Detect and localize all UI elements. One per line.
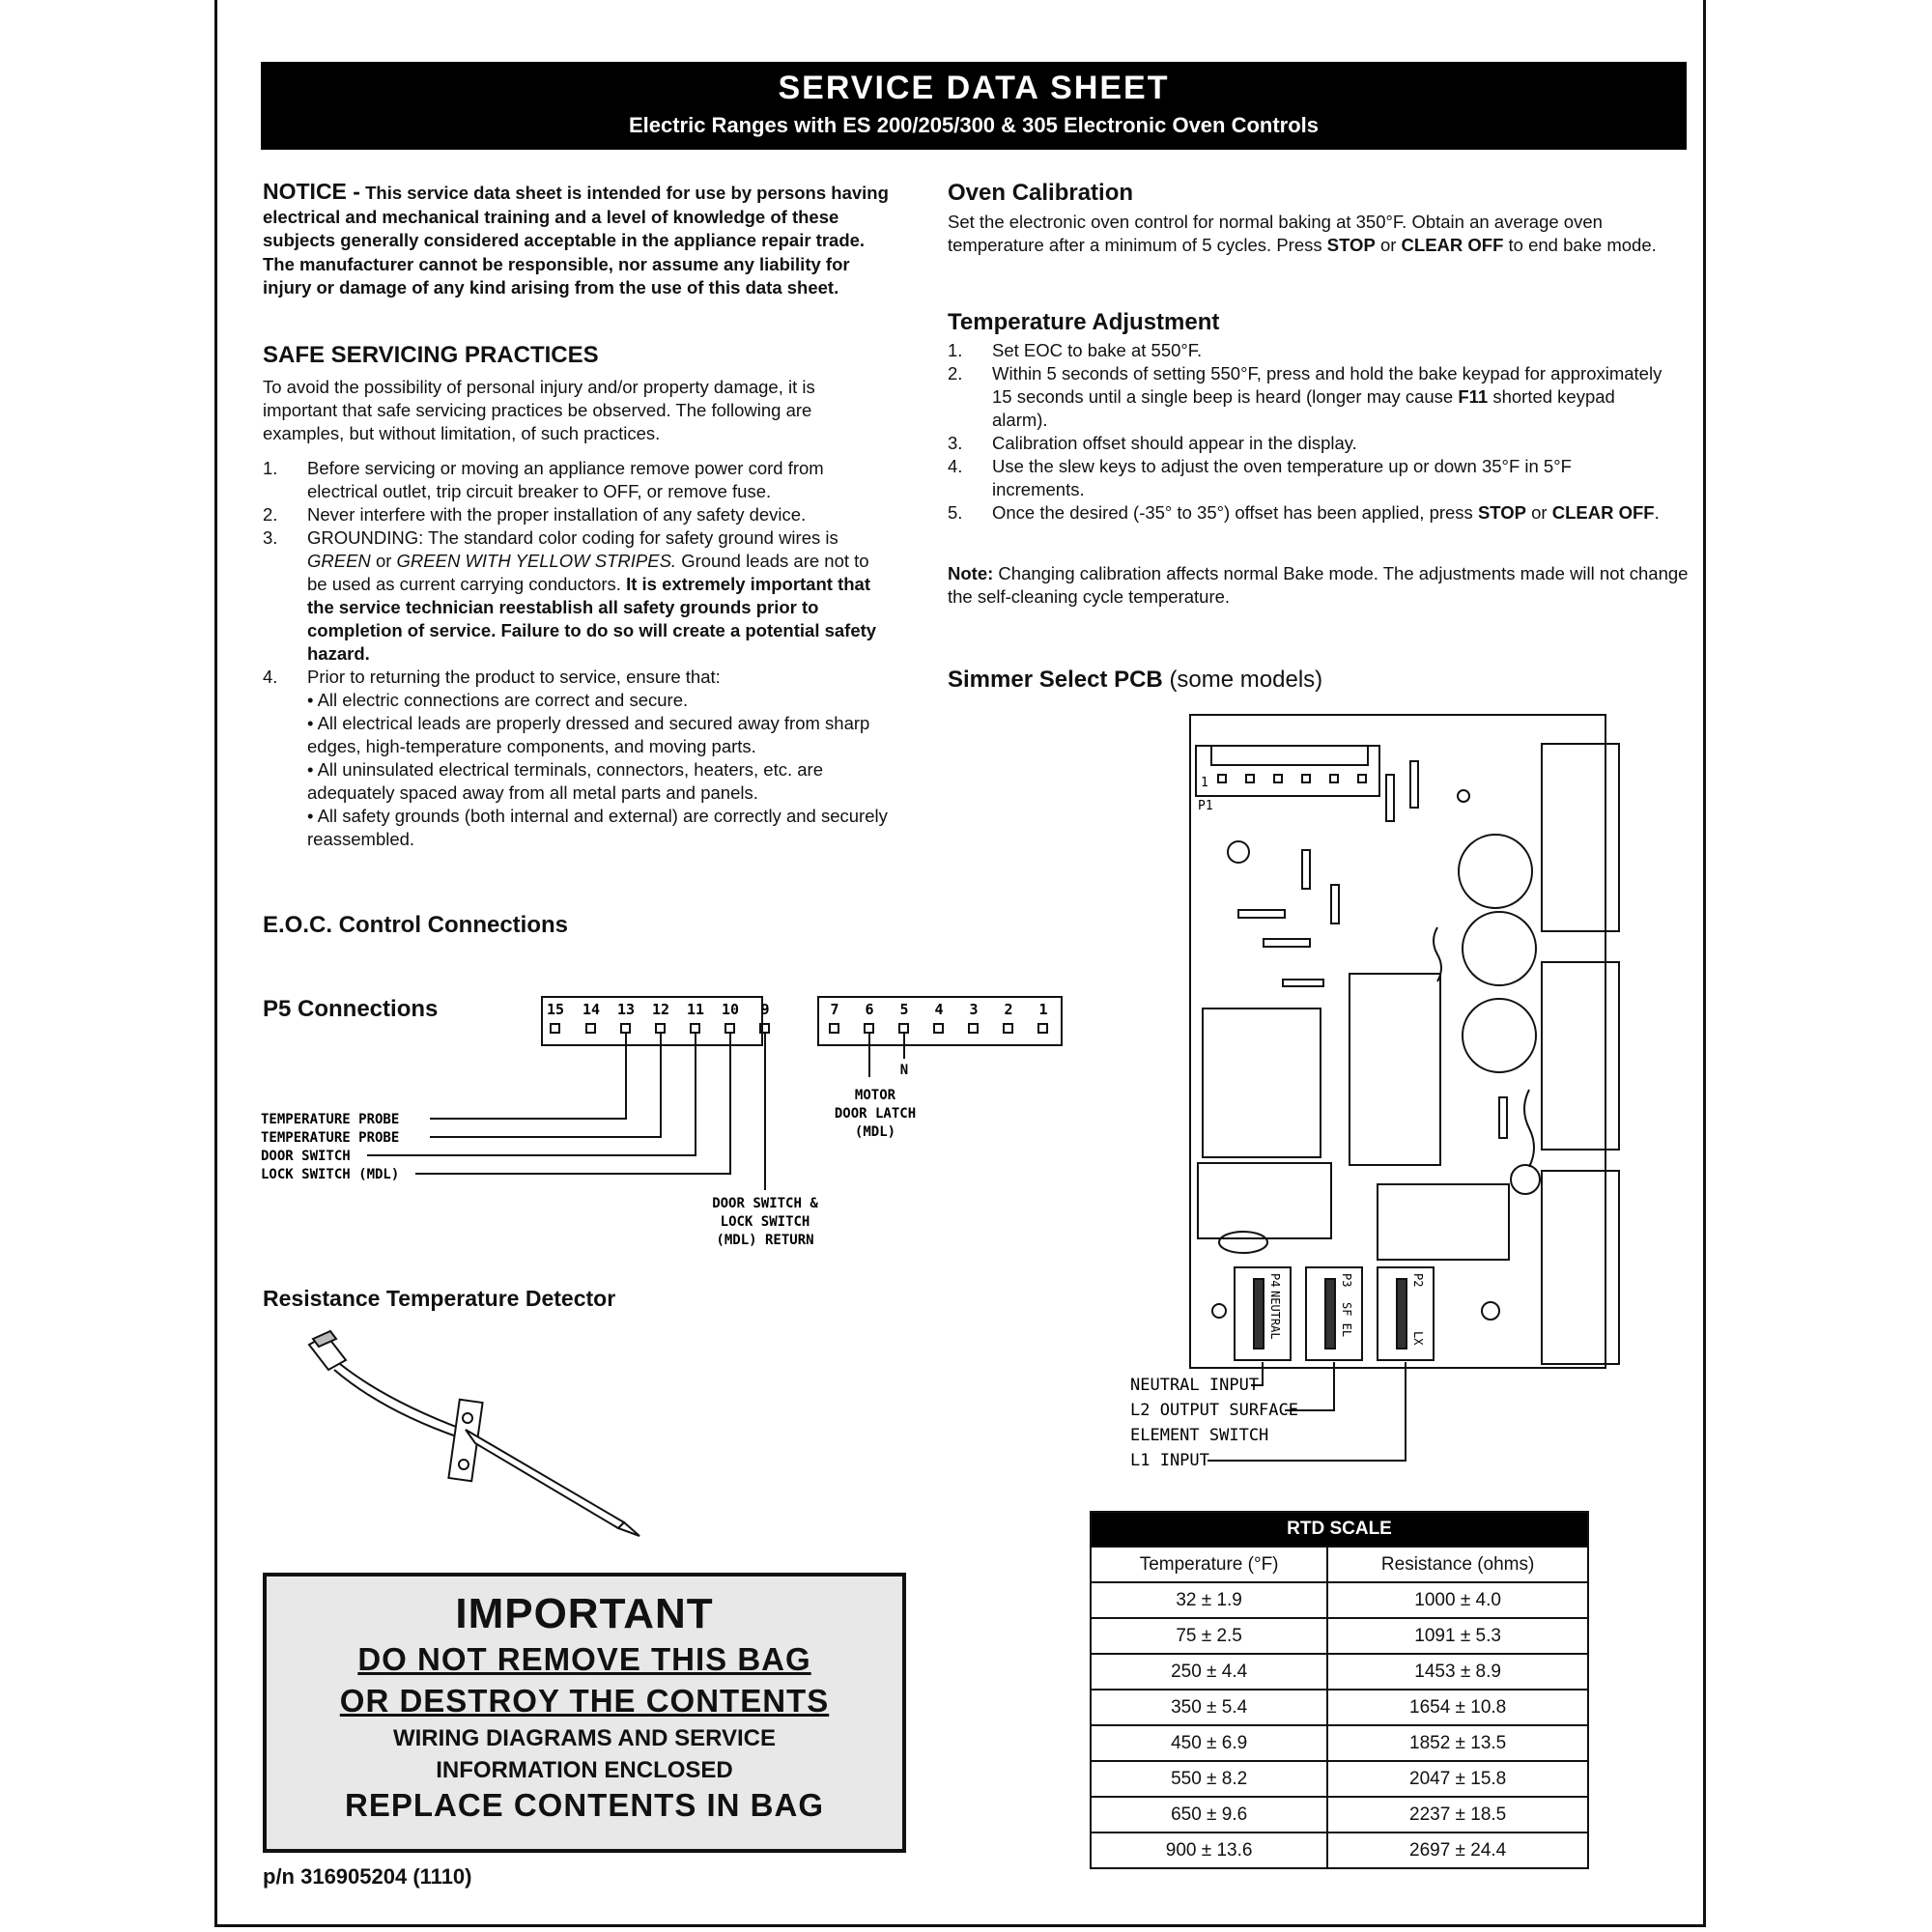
pin	[551, 1024, 559, 1033]
wire-label: DOOR SWITCH &	[712, 1196, 818, 1211]
list-item: 2. Within 5 seconds of setting 550°F, press and hold the bake keypad for approximately 15 seconds until a single beep is heard (longer may cause F11 shorted keypad alarm).	[948, 363, 1662, 430]
table-row: 75 ± 2.5 1091 ± 5.3	[1091, 1618, 1588, 1654]
relay	[1542, 1171, 1619, 1364]
wire-label: MOTOR	[854, 1088, 896, 1103]
notice-text: having electrical and mechanical training and a level of knowledge of these subjects generally considered acceptable in the appliance repair trade. The manufacturer cannot be responsible, nor assume any liability for injury or damage of any kind arising from the use of this data sheet.	[263, 183, 889, 298]
important-line: OR DESTROY THE CONTENTS	[339, 1683, 830, 1719]
notice-first: This service data sheet is intended for use by persons	[365, 183, 827, 203]
table-row: 900 ± 13.6 2697 ± 24.4	[1091, 1833, 1588, 1868]
pin	[1004, 1024, 1012, 1033]
wire-label: DOOR SWITCH	[261, 1149, 351, 1164]
safe-intro: To avoid the possibility of personal injury and/or property damage, it is important that safe servicing practices be observed. The following are examples, but without limitation, of such practices.	[263, 377, 815, 443]
pcb-label: P2	[1411, 1273, 1425, 1288]
pin	[830, 1024, 838, 1033]
pin-label: 6	[865, 1001, 874, 1018]
temp-adj-list	[948, 339, 1662, 525]
important-line: REPLACE CONTENTS IN BAG	[344, 1787, 825, 1823]
important-box	[263, 1573, 906, 1853]
list-item: 4. Prior to returning the product to service, ensure that: • All electric connections are correct and secure. • All electrical leads are properly dressed and secured away from sharp edges, high-temperature components, and moving parts. • All uninsulated electrical terminals, connectors, heaters, etc. are adequately spaced away from all metal parts and panels. • All safety grounds (both internal and external) are correctly and securely reassembled.	[263, 667, 888, 849]
pin	[656, 1024, 665, 1033]
pcb-label: 1	[1201, 776, 1208, 790]
pin	[865, 1024, 873, 1033]
part-number: p/n 316905204 (1110)	[263, 1864, 472, 1889]
page-title: SERVICE DATA SHEET	[778, 70, 1170, 106]
component	[1350, 974, 1440, 1165]
pin	[586, 1024, 595, 1033]
capacitor	[1459, 835, 1532, 908]
safe-list	[263, 457, 891, 851]
pin	[899, 1024, 908, 1033]
safe-title: SAFE SERVICING PRACTICES	[263, 342, 599, 368]
probe-sheath	[466, 1430, 624, 1528]
pin-label: 4	[934, 1001, 944, 1018]
p5-title: P5 Connections	[263, 996, 439, 1022]
pcb-label: LX	[1411, 1331, 1425, 1346]
pcb-board	[1190, 715, 1605, 1368]
callout-label: ELEMENT SWITCH	[1130, 1426, 1269, 1445]
page-subtitle: Electric Ranges with ES 200/205/300 & 305 Electronic Oven Controls	[628, 113, 1320, 137]
component	[1198, 1163, 1331, 1238]
important-line: INFORMATION ENCLOSED	[436, 1757, 733, 1783]
notice-section	[263, 180, 891, 300]
pin	[691, 1024, 699, 1033]
list-item: 2. Never interfere with the proper installation of any safety device.	[263, 504, 807, 525]
pin-label: 2	[1004, 1001, 1013, 1018]
table-row: 650 ± 9.6 2237 ± 18.5	[1091, 1797, 1588, 1833]
callout-label: L2 OUTPUT SURFACE	[1130, 1401, 1298, 1420]
pin-label: 7	[830, 1001, 839, 1018]
pcb-label: P3	[1340, 1273, 1353, 1288]
wire-label: TEMPERATURE PROBE	[261, 1112, 400, 1127]
oven-cal-title: Oven Calibration	[948, 180, 1134, 206]
pin-label: 3	[969, 1001, 979, 1018]
capacitor	[1463, 912, 1536, 985]
callout-label: NEUTRAL INPUT	[1130, 1376, 1260, 1395]
pin	[969, 1024, 978, 1033]
list-item: 3. Calibration offset should appear in the display.	[948, 433, 1357, 453]
wire-label: LOCK SWITCH	[720, 1214, 810, 1230]
pin-label: 9	[760, 1001, 770, 1018]
rtd-title: Resistance Temperature Detector	[263, 1286, 616, 1311]
eoc-title: E.O.C. Control Connections	[263, 912, 568, 938]
pin	[621, 1024, 630, 1033]
pin	[725, 1024, 734, 1033]
column-header: Resistance (ohms)	[1327, 1547, 1588, 1582]
table-title: RTD SCALE	[1091, 1512, 1588, 1547]
wire-label: (MDL) RETURN	[716, 1233, 814, 1248]
table-row: 350 ± 5.4 1654 ± 10.8	[1091, 1690, 1588, 1725]
important-title: IMPORTANT	[455, 1590, 714, 1637]
simmer-pcb-diagram	[1130, 705, 1633, 1478]
wire-label: DOOR LATCH	[834, 1106, 917, 1122]
notice-label: NOTICE -	[263, 179, 360, 204]
pcb-label: P1	[1198, 799, 1213, 813]
component	[1203, 1009, 1321, 1157]
pin-label: 13	[616, 1001, 636, 1018]
pcb-label: NEUTRAL	[1268, 1291, 1282, 1340]
list-item: 5. Once the desired (-35° to 35°) offset has been applied, press STOP or CLEAR OFF.	[948, 502, 1660, 523]
table-row: 250 ± 4.4 1453 ± 8.9	[1091, 1654, 1588, 1690]
pin-label: 11	[686, 1001, 705, 1018]
rtd-scale-table	[1090, 1511, 1589, 1869]
p1-connector	[1196, 746, 1379, 796]
component	[1378, 1184, 1509, 1260]
list-item: 3. GROUNDING: The standard color coding for safety ground wires is GREEN or GREEN WITH YELLOW STRIPES. Ground leads are not to be used as current carrying conductors. It is extremely important that the service technician reestablish all safety grounds prior to completion of service. Failure to do so will create a potential safety hazard.	[263, 527, 877, 664]
table-row: 450 ± 6.9 1852 ± 13.5	[1091, 1725, 1588, 1761]
rtd-probe-drawing	[290, 1323, 657, 1555]
wire-label: (MDL)	[854, 1124, 896, 1140]
relay	[1542, 962, 1619, 1150]
column-header: Temperature (°F)	[1091, 1547, 1327, 1582]
temp-adj-note: Note: Changing calibration affects normal Bake mode. The adjustments made will not change the self-cleaning cycle temperature.	[948, 563, 1689, 607]
relay	[1542, 744, 1619, 931]
list-item: 1. Before servicing or moving an appliance remove power cord from electrical outlet, trip circuit breaker to OFF, or remove fuse.	[263, 458, 824, 501]
pin	[934, 1024, 943, 1033]
p5-connector-diagram	[251, 985, 1082, 1256]
capacitor	[1463, 999, 1536, 1072]
pin-label: 1	[1038, 1001, 1048, 1018]
pin-label: 10	[721, 1001, 740, 1018]
wire-label: N	[899, 1063, 909, 1078]
list-item: 1. Set EOC to bake at 550°F.	[948, 340, 1203, 360]
temp-adj-title: Temperature Adjustment	[948, 309, 1220, 335]
important-line: DO NOT REMOVE THIS BAG	[357, 1641, 811, 1677]
pin-label: 14	[582, 1001, 601, 1018]
header-banner	[261, 62, 1687, 150]
list-item: 4. Use the slew keys to adjust the oven temperature up or down 35°F in 5°F increments.	[948, 456, 1572, 499]
table-row: 32 ± 1.9 1000 ± 4.0	[1091, 1582, 1588, 1618]
table-row: 550 ± 8.2 2047 ± 15.8	[1091, 1761, 1588, 1797]
important-line: WIRING DIAGRAMS AND SERVICE	[392, 1725, 777, 1751]
pin	[1038, 1024, 1047, 1033]
pin-label: 12	[651, 1001, 670, 1018]
probe-wire	[340, 1364, 464, 1430]
oven-cal-text: Set the electronic oven control for normal baking at 350°F. Obtain an average oven temperature after a minimum of 5 cycles. Press STOP or CLEAR OFF to end bake mode.	[948, 212, 1657, 255]
pcb-label: P4	[1268, 1273, 1282, 1288]
wire-label: LOCK SWITCH (MDL)	[261, 1167, 400, 1182]
pcb-label: SF EL	[1340, 1302, 1353, 1338]
pin-label: 15	[546, 1001, 565, 1018]
simmer-title: Simmer Select PCB (some models)	[948, 667, 1323, 693]
callout-label: L1 INPUT	[1130, 1451, 1209, 1470]
wire-label: TEMPERATURE PROBE	[261, 1130, 400, 1146]
p5-wires	[367, 1033, 904, 1190]
pin-label: 5	[899, 1001, 909, 1018]
